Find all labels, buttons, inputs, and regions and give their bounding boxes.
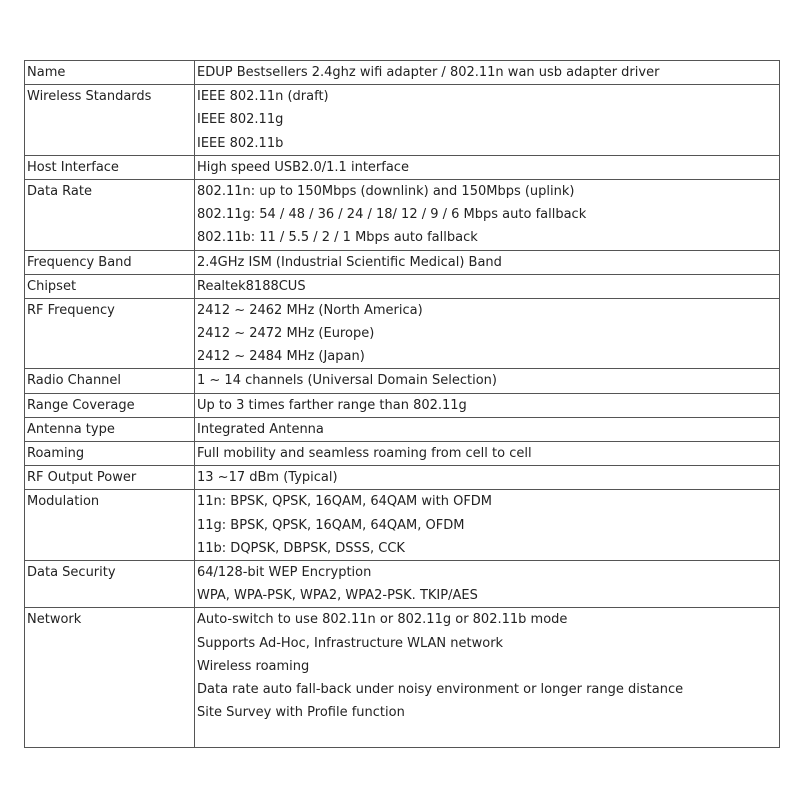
spec-value-cell [195, 369, 780, 393]
spec-value-line: Integrated Antenna [197, 421, 324, 437]
spec-value-line: 64/128-bit WEP Encryption [197, 564, 372, 580]
spec-label: Network [27, 612, 82, 628]
spec-value-line: 1 ~ 14 channels (Universal Domain Selection) [197, 373, 497, 389]
table-row [25, 417, 780, 441]
spec-value-line: WPA, WPA-PSK, WPA2, WPA2-PSK. TKIP/AES [197, 588, 478, 604]
spec-value-line: 802.11n: up to 150Mbps (downlink) and 150Mbps (uplink) [197, 183, 575, 199]
table-row [25, 298, 780, 369]
spec-value-cell [195, 393, 780, 417]
spec-value-line: 13 ~17 dBm (Typical) [197, 470, 338, 486]
spec-label-cell [25, 466, 195, 490]
spec-label-cell [25, 298, 195, 369]
spec-value-cell [195, 560, 780, 607]
spec-value-line: Site Survey with Profile function [197, 705, 405, 721]
spec-value-cell [195, 155, 780, 179]
table-row [25, 608, 780, 748]
spec-value-line: IEEE 802.11n (draft) [197, 89, 329, 105]
spec-label-cell [25, 442, 195, 466]
spec-value-line: IEEE 802.11g [197, 112, 284, 128]
spec-value-line: Wireless roaming [197, 658, 310, 674]
spec-label-cell [25, 274, 195, 298]
spec-value-line: 11g: BPSK, QPSK, 16QAM, 64QAM, OFDM [197, 517, 465, 533]
spec-value-line: 2.4GHz ISM (Industrial Scientific Medical) Band [197, 254, 502, 270]
spec-label: Data Security [27, 564, 116, 580]
table-row [25, 179, 780, 250]
spec-value-line: 802.11b: 11 / 5.5 / 2 / 1 Mbps auto fallback [197, 230, 478, 246]
spec-value-cell [195, 274, 780, 298]
spec-label: Host Interface [27, 159, 119, 175]
spec-value-line: 2412 ~ 2484 MHz (Japan) [197, 349, 365, 365]
spec-label-cell [25, 250, 195, 274]
spec-label-cell [25, 417, 195, 441]
spec-value-line: IEEE 802.11b [197, 135, 284, 151]
spec-label: Radio Channel [27, 373, 122, 389]
spec-label-cell [25, 155, 195, 179]
spec-value-line: 2412 ~ 2462 MHz (North America) [197, 302, 423, 318]
spec-value-line: Full mobility and seamless roaming from cell to cell [197, 446, 532, 461]
spec-value-cell [195, 466, 780, 490]
spec-value-cell [195, 490, 780, 561]
spec-label: Wireless Standards [27, 89, 152, 105]
table-row [25, 274, 780, 298]
spec-table [24, 60, 780, 748]
table-row [25, 442, 780, 466]
spec-label: Name [27, 65, 66, 80]
spec-value-line: Up to 3 times farther range than 802.11g [197, 397, 467, 413]
spec-value-cell [195, 298, 780, 369]
spec-value-cell [195, 417, 780, 441]
spec-label-cell [25, 179, 195, 250]
spec-label: Roaming [27, 446, 85, 461]
table-row [25, 560, 780, 607]
spec-label: Modulation [27, 494, 100, 510]
spec-value-cell [195, 608, 780, 748]
table-row [25, 393, 780, 417]
spec-value-cell [195, 61, 780, 85]
table-row [25, 369, 780, 393]
spec-label-cell [25, 393, 195, 417]
spec-value-cell [195, 442, 780, 466]
spec-label-cell [25, 61, 195, 85]
table-row [25, 250, 780, 274]
spec-value-line: 11n: BPSK, QPSK, 16QAM, 64QAM with OFDM [197, 494, 493, 510]
table-row [25, 490, 780, 561]
spec-label-cell [25, 560, 195, 607]
spec-label-cell [25, 490, 195, 561]
spec-value-line: 2412 ~ 2472 MHz (Europe) [197, 326, 375, 342]
spec-label: Range Coverage [27, 397, 135, 413]
spec-value-cell [195, 85, 780, 156]
spec-label-cell [25, 85, 195, 156]
spec-value-line: Realtek8188CUS [197, 278, 306, 294]
spec-table-body [25, 61, 780, 748]
spec-value-line: Data rate auto fall-back under noisy environment or longer range distance [197, 681, 684, 697]
spec-value-cell [195, 179, 780, 250]
table-row [25, 61, 780, 85]
spec-label: RF Output Power [27, 470, 137, 486]
spec-value-line: Supports Ad-Hoc, Infrastructure WLAN network [197, 635, 504, 651]
spec-value-line: EDUP Bestsellers 2.4ghz wifi adapter / 802.11n wan usb adapter driver [197, 65, 660, 80]
spec-label: Antenna type [27, 421, 115, 437]
spec-label-cell [25, 369, 195, 393]
table-row [25, 85, 780, 156]
spec-label: RF Frequency [27, 302, 115, 318]
spec-value-line: High speed USB2.0/1.1 interface [197, 159, 409, 175]
spec-value-line: 11b: DQPSK, DBPSK, DSSS, CCK [197, 540, 405, 556]
spec-label: Chipset [27, 278, 77, 294]
spec-label: Frequency Band [27, 254, 132, 270]
spec-label-cell [25, 608, 195, 748]
table-row [25, 466, 780, 490]
table-row [25, 155, 780, 179]
spec-value-cell [195, 250, 780, 274]
spec-value-line: 802.11g: 54 / 48 / 36 / 24 / 18/ 12 / 9 / 6 Mbps auto fallback [197, 207, 587, 223]
spec-label: Data Rate [27, 183, 92, 199]
spec-value-line: Auto-switch to use 802.11n or 802.11g or 802.11b mode [197, 612, 568, 628]
